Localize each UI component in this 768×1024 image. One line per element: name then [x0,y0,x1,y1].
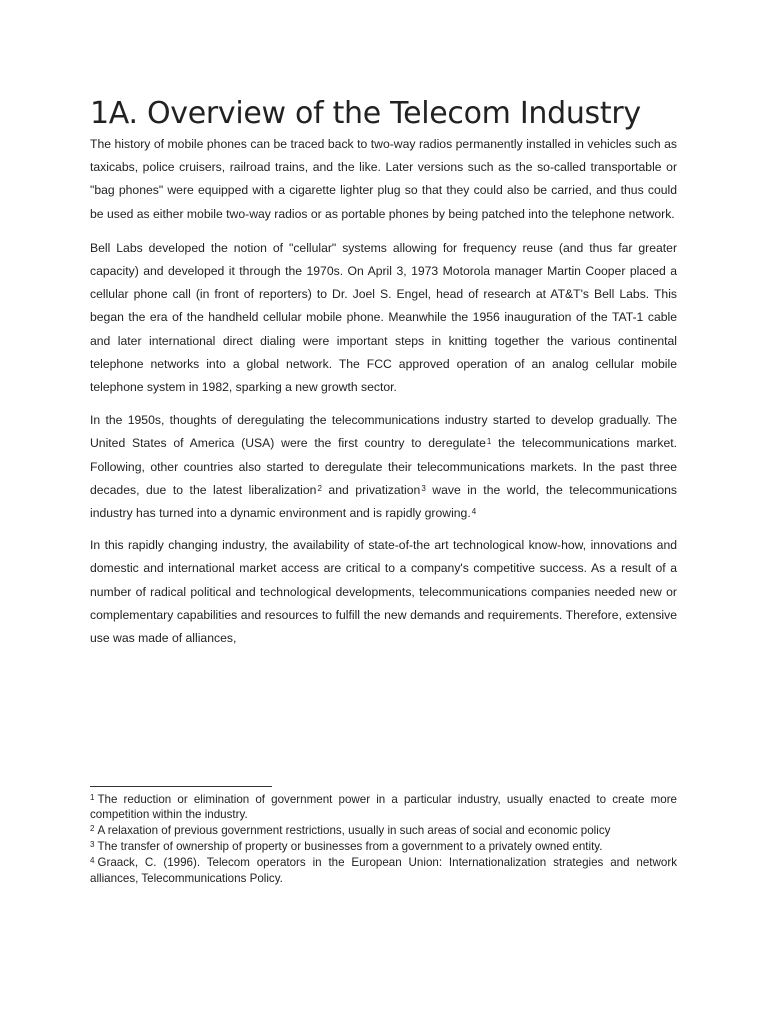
footnote [90,823,677,838]
footnote-text: Graack, C. (1996). Telecom operators in the European Union: Internationalization strategies and network alliances, Telecommunications Policy. [90,856,677,885]
page-title: 1A. Overview of the Telecom Industry [90,96,641,131]
paragraph-3-text-b: the telecommunications market. Following, other countries also started to deregulate their telecommunications markets. In the past three decades, due to the latest liberalization [90,436,677,497]
footnote-number: 1 [90,793,95,802]
footnote-ref-4: 4 [471,507,477,517]
footnote [90,792,677,823]
footnote [90,839,677,854]
paragraph-1: The history of mobile phones can be traced back to two-way radios permanently installed in vehicles such as taxicabs, police cruisers, railroad trains, and the like. Later versions such as the so-called transportable or "bag phones" were equipped with a cigarette lighter plug so that they could also be carried, and thus could be used as either mobile two-way radios or as portable phones by being patched into the telephone network. [90,137,677,221]
paragraph-4: In this rapidly changing industry, the availability of state-of-the art technological know-how, innovations and domestic and international market access are critical to a company's competitive success. As a result of a number of radical political and technological developments, telecommunications companies needed new or complementary capabilities and resources to fulfill the new demands and requirements. Therefore, extensive use was made of alliances, [90,538,677,646]
body-text [90,133,677,650]
paragraph-3 [90,409,677,525]
paragraph-3-text-c: and privatization [321,482,421,497]
footnote-number: 3 [90,840,95,850]
footnote [90,855,677,886]
footnote-number: 4 [90,856,95,866]
footnotes [90,792,677,886]
paragraph-2: Bell Labs developed the notion of "cellular" systems allowing for frequency reuse (and thus far greater capacity) and developed it through the 1970s. On April 3, 1973 Motorola manager Martin Cooper placed a cellular phone call (in front of reporters) to Dr. Joel S. Engel, head of research at AT&T's Bell Labs. This began the era of the handheld cellular mobile phone. Meanwhile the 1956 inauguration of the TAT-1 cable and later international direct dialing were important steps in knitting together the various continental telephone networks into a global network. The FCC approved operation of an analog cellular mobile telephone system in 1982, sparking a new growth sector. [90,240,677,395]
footnote-ref-1: 1 [486,437,492,447]
footnote-ref-2: 2 [317,483,322,493]
footnote-text: The reduction or elimination of government power in a particular industry, usually enacted to create more competition within the industry. [90,793,677,822]
footnote-number: 2 [90,824,95,834]
paragraph-3-text-d: wave in the world, the telecommunications industry has turned into a dynamic environment and is rapidly growing. [90,482,678,521]
footnote-text: A relaxation of previous government restrictions, usually in such areas of social and economic policy [97,824,611,838]
footnote-text: The transfer of ownership of property or businesses from a government to a privately owned entity. [97,840,603,854]
paragraph-3-text-a: In the 1950s, thoughts of deregulating the telecommunications industry started to develop gradually. The United States of America (USA) were the first country to deregulate [90,413,677,451]
footnote-ref-3: 3 [421,483,426,493]
footnote-separator [90,786,272,787]
